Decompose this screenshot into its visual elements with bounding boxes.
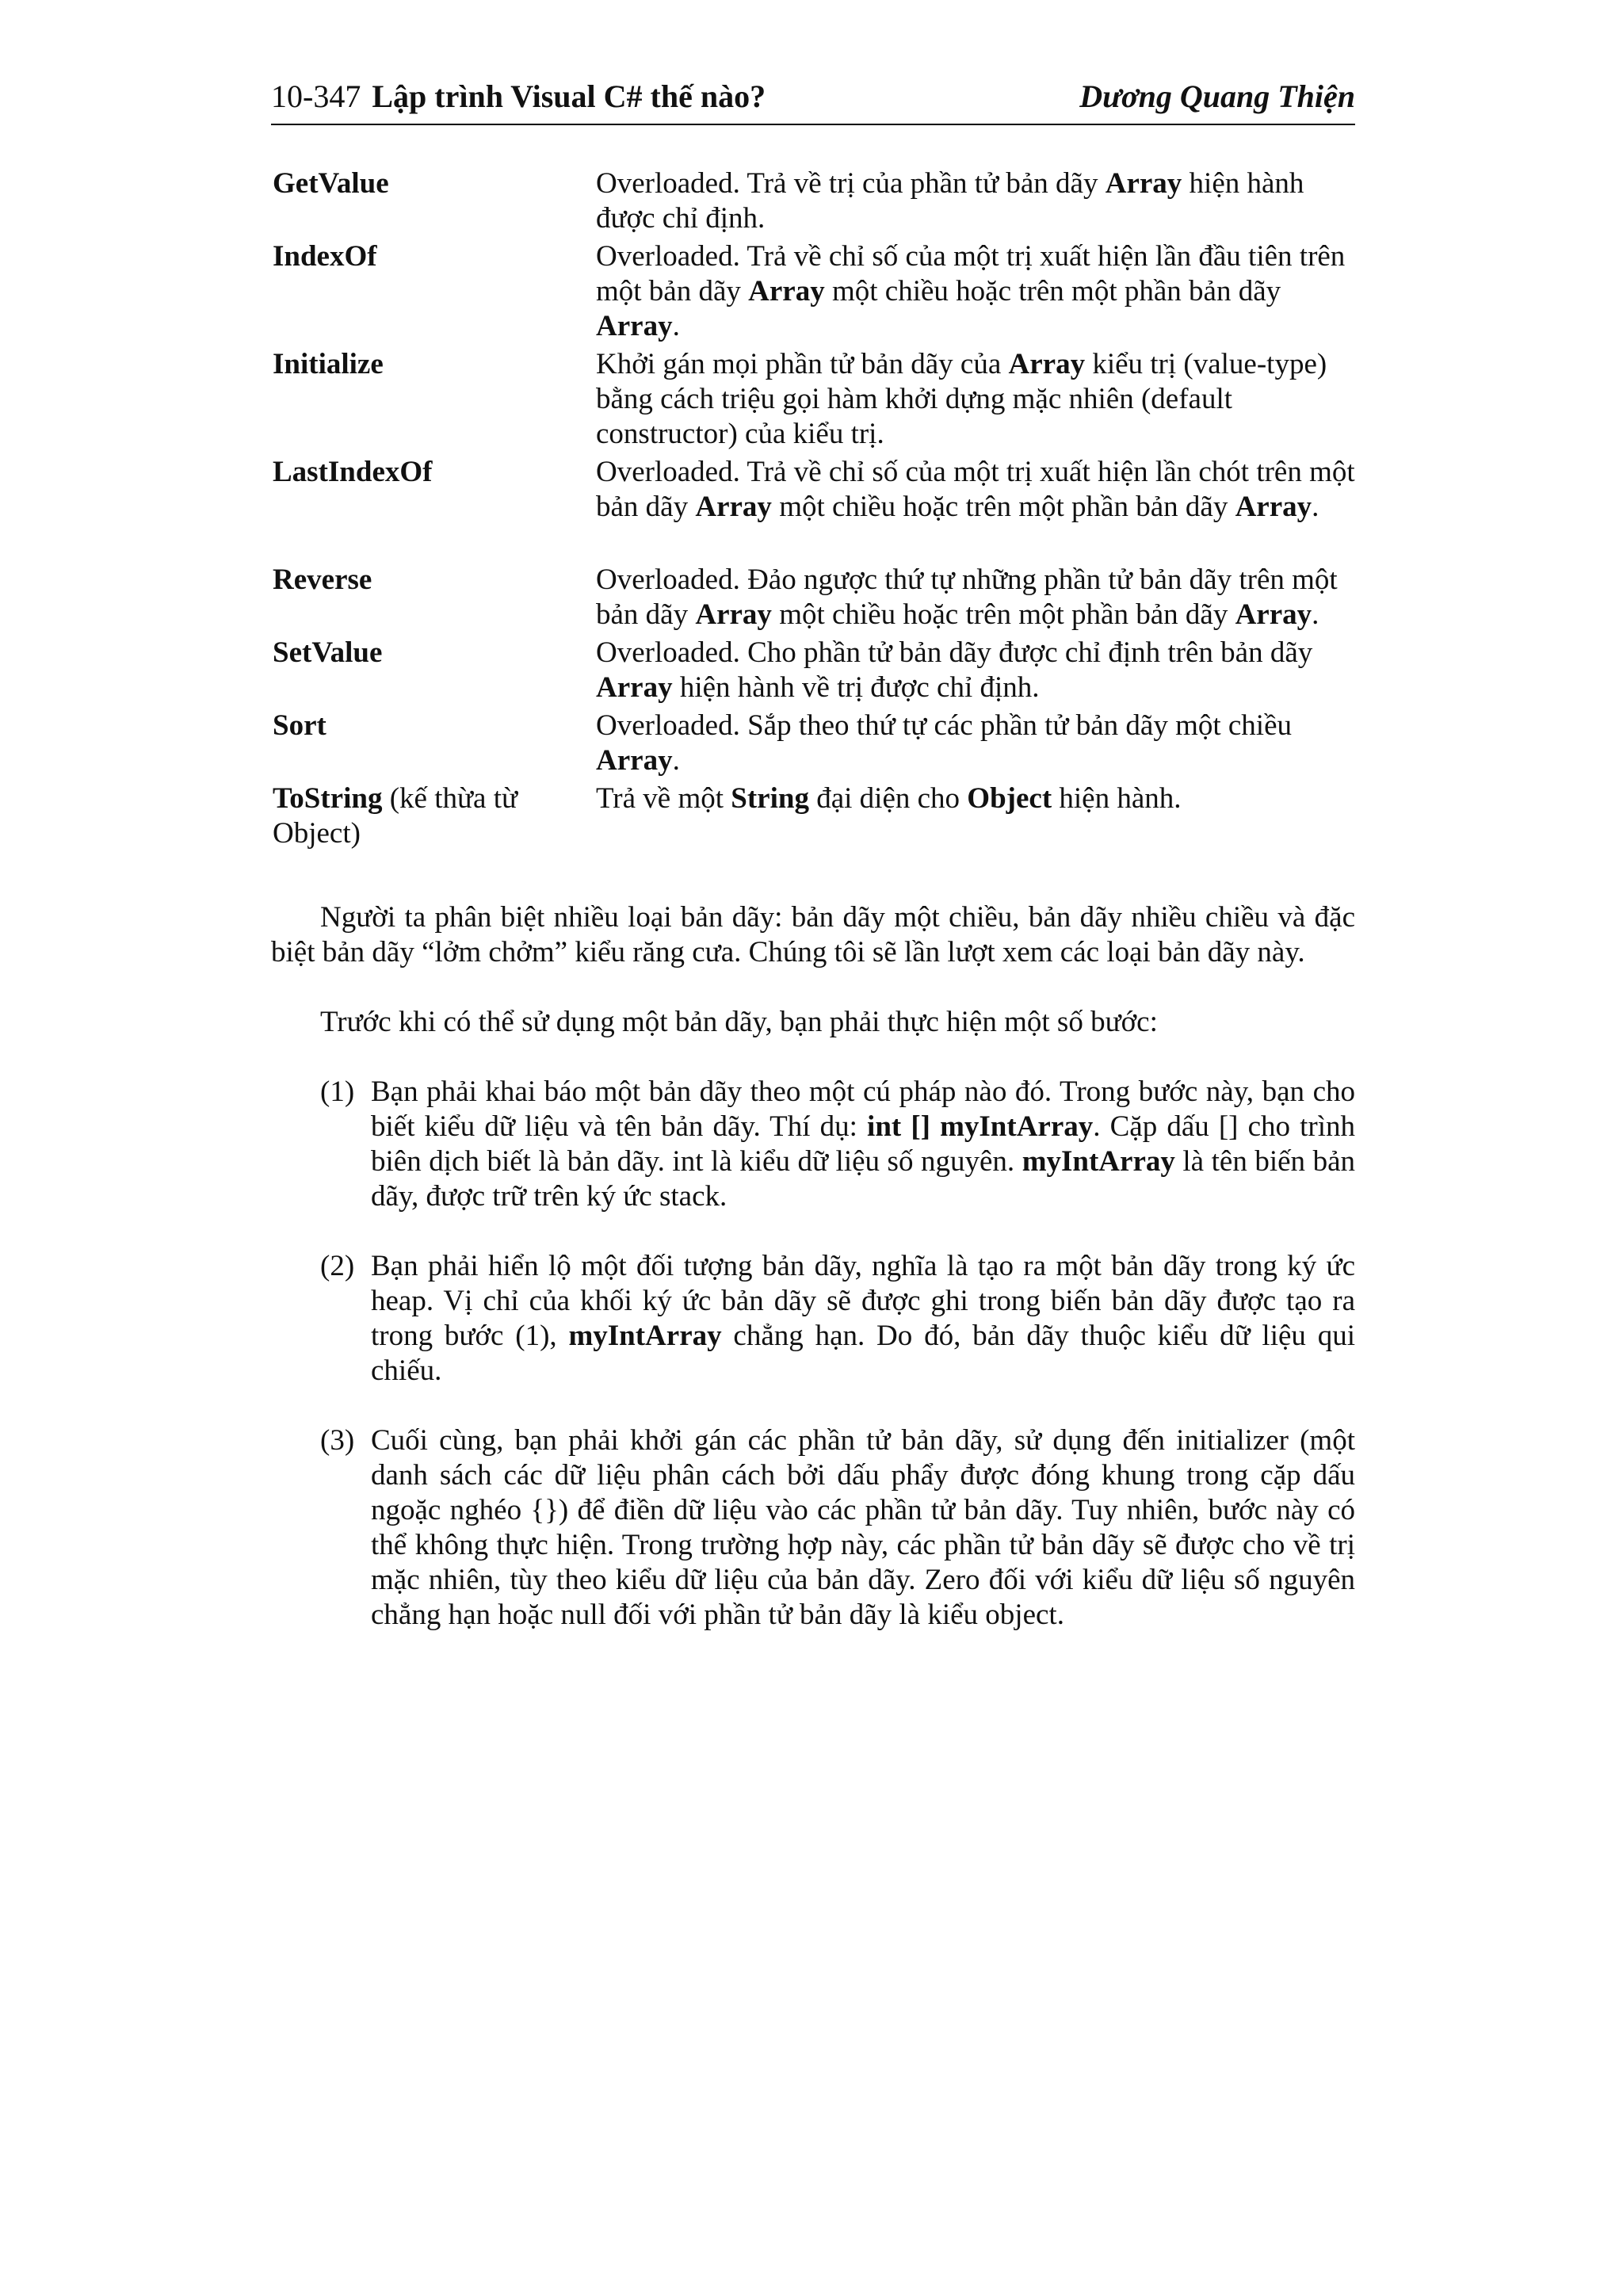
member-name: Initialize <box>273 348 384 380</box>
member-description: Trả về một String đại diện cho Object hiện hành. <box>596 782 1182 815</box>
step-number: (2) <box>320 1250 355 1282</box>
page-number: 10-347 <box>271 78 361 114</box>
member-row <box>273 781 1355 854</box>
member-row <box>273 347 1355 455</box>
member-row <box>273 563 1355 636</box>
member-description: Overloaded. Trả về chỉ số của một trị xuất hiện lần chót trên một bản dãy Array một chiều hoặc trên một phần bản dãy Array. <box>596 456 1355 523</box>
member-row <box>273 709 1355 781</box>
step-number: (1) <box>320 1075 355 1108</box>
member-name: GetValue <box>273 167 389 200</box>
step-number: (3) <box>320 1424 355 1457</box>
author-name: Dương Quang Thiện <box>1079 78 1355 114</box>
book-title: Lập trình Visual C# thế nào? <box>372 78 766 114</box>
page-header <box>271 76 1355 125</box>
member-description: Overloaded. Cho phần tử bản dãy được chỉ định trên bản dãy Array hiện hành về trị được chỉ định. <box>596 636 1313 704</box>
step-text: Bạn phải hiển lộ một đối tượng bản dãy, nghĩa là tạo ra một bản dãy trong ký ức heap. Vị chỉ của khối ký ức bản dãy sẽ được ghi trong biến bản dãy được tạo ra trong bước (1), myIntArray chẳng hạn. Do đó, bản dãy thuộc kiểu dữ liệu qui chiếu. <box>371 1250 1355 1387</box>
step-item <box>320 1423 1355 1633</box>
paragraph-steps-intro: Trước khi có thể sử dụng một bản dãy, bạn phải thực hiện một số bước: <box>320 1006 1158 1038</box>
member-description: Overloaded. Đảo ngược thứ tự những phần tử bản dãy trên một bản dãy Array một chiều hoặc trên một phần bản dãy Array. <box>596 563 1338 631</box>
step-item <box>320 1249 1355 1389</box>
member-row <box>273 636 1355 709</box>
member-description: Khởi gán mọi phần tử bản dãy của Array kiểu trị (value-type) bằng cách triệu gọi hàm khởi dựng mặc nhiên (default constructor) của kiểu trị. <box>596 348 1327 450</box>
step-text: Bạn phải khai báo một bản dãy theo một cú pháp nào đó. Trong bước này, bạn cho biết kiểu dữ liệu và tên bản dãy. Thí dụ: int [] myIntArray. Cặp dấu [] cho trình biên dịch biết là bản dãy. int là kiểu dữ liệu số nguyên. myIntArray là tên biến bản dãy, được trữ trên ký ức stack. <box>371 1075 1356 1213</box>
member-name: SetValue <box>273 636 383 669</box>
member-name: Reverse <box>273 563 372 596</box>
member-name: Sort <box>273 709 327 742</box>
member-name: IndexOf <box>273 240 377 273</box>
header-left <box>271 78 766 116</box>
step-text: Cuối cùng, bạn phải khởi gán các phần tử bản dãy, sử dụng đến initializer (một danh sách các dữ liệu phân cách bởi dấu phẩy được đóng khung trong cặp dấu ngoặc nghéo {}) để điền dữ liệu vào các phần tử bản dãy. Tuy nhiên, bước này có thể không thực hiện. Trong trường hợp này, các phần tử bản dãy sẽ được cho về trị mặc nhiên, tùy theo kiểu dữ liệu của bản dãy. Zero đối với kiểu dữ liệu số nguyên chẳng hạn hoặc null đối với phần tử bản dãy là kiểu object. <box>371 1424 1355 1631</box>
member-description: Overloaded. Sắp theo thứ tự các phần tử bản dãy một chiều Array. <box>596 709 1293 777</box>
paragraph-array-kinds: Người ta phân biệt nhiều loại bản dãy: bản dãy một chiều, bản dãy nhiều chiều và đặc biệt bản dãy “lởm chởm” kiểu răng cưa. Chúng tôi sẽ lần lượt xem các loại bản dãy này. <box>271 901 1355 968</box>
step-item <box>320 1075 1355 1214</box>
member-table <box>273 166 1355 854</box>
member-name: ToString (kế thừa từ Object) <box>273 782 518 850</box>
member-description: Overloaded. Trả về trị của phần tử bản dãy Array hiện hành được chỉ định. <box>596 167 1304 235</box>
member-description: Overloaded. Trả về chỉ số của một trị xuất hiện lần đầu tiên trên một bản dãy Array một chiều hoặc trên một phần bản dãy Array. <box>596 240 1346 342</box>
member-row <box>273 455 1355 563</box>
member-name: LastIndexOf <box>273 456 433 488</box>
member-row <box>273 166 1355 239</box>
member-row <box>273 239 1355 347</box>
